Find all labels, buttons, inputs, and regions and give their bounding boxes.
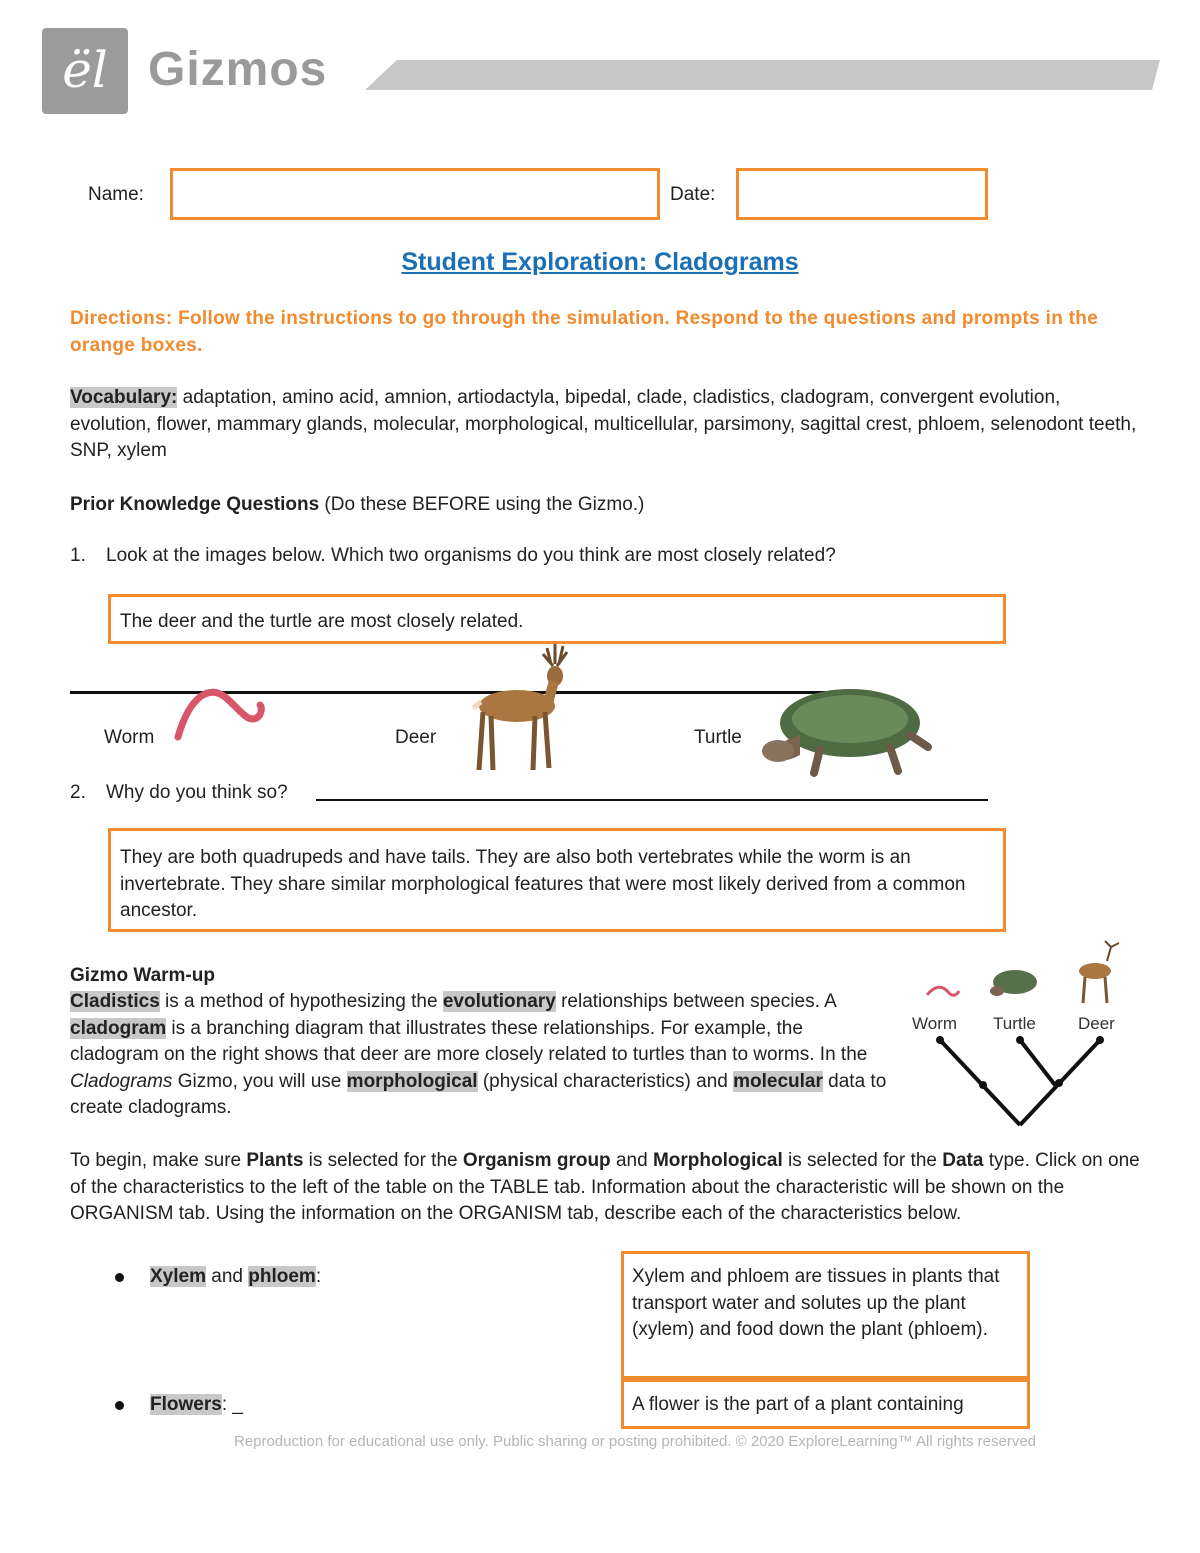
warmup-text-1: is a method of hypothesizing the xyxy=(159,991,443,1012)
organism-label-deer: Deer xyxy=(395,727,437,748)
cladogram-label-deer: Deer xyxy=(1078,1014,1115,1033)
begin-paragraph xyxy=(70,1148,1140,1228)
vocabulary-paragraph xyxy=(70,385,1140,465)
warmup-text-2: relationships between species. A xyxy=(555,991,836,1012)
term-morphological: morphological xyxy=(346,1070,478,1092)
begin-text-5: type. Click on one of the characteristics to the left of the table on the TABLE tab. Information about the characteristic will be shown on the ORGANISM tab. Using the information on the ORGANISM tab, describe each of the characteristics below. xyxy=(70,1150,1140,1224)
prior-heading: Prior Knowledge Questions xyxy=(70,494,320,515)
begin-text-3: and xyxy=(610,1150,653,1171)
organism-label-turtle: Turtle xyxy=(694,727,742,748)
organism-label-worm: Worm xyxy=(104,727,155,748)
warmup-text-3: is a branching diagram that illustrates these relationships. For example, the cladogram on the right shows that deer are more closely related to turtles than to worms. In the xyxy=(70,1017,868,1065)
page-title: Student Exploration: Cladograms xyxy=(401,248,799,276)
prior-knowledge-heading-line xyxy=(70,492,1140,519)
logo-glyph: ël xyxy=(62,41,108,99)
bullet-flowers xyxy=(150,1394,243,1416)
q1-text: Look at the images below. Which two organisms do you think are most closely related? xyxy=(106,545,836,566)
bullet-colon: : xyxy=(315,1266,322,1287)
name-label: Name: xyxy=(88,184,144,205)
date-field[interactable] xyxy=(736,168,988,220)
term-cladistics: Cladistics xyxy=(70,991,160,1012)
warmup-text-6: data to create cladograms. xyxy=(70,1070,887,1118)
begin-text-1: To begin, make sure xyxy=(70,1150,247,1171)
gizmo-name: Cladograms xyxy=(70,1070,173,1092)
term-evolutionary: evolutionary xyxy=(442,991,556,1012)
cladogram-label-turtle: Turtle xyxy=(993,1014,1036,1033)
term-cladogram: cladogram xyxy=(70,1017,167,1039)
directions: Directions: Follow the instructions to go through the simulation. Respond to the questions and prompts in the orange boxes. xyxy=(70,308,1099,356)
answer-flowers-text: A flower is the part of a plant containing xyxy=(632,1394,964,1415)
term-flowers: Flowers xyxy=(150,1394,222,1415)
answer-1-text: The deer and the turtle are most closely related. xyxy=(120,611,524,632)
worm-image xyxy=(170,685,270,745)
deer-image xyxy=(455,640,595,775)
begin-organism-group: Organism group xyxy=(462,1150,611,1171)
brand-name: Gizmos xyxy=(148,43,328,96)
cladogram-label-worm: Worm xyxy=(912,1014,958,1033)
cladogram-diagram xyxy=(905,935,1145,1135)
vocabulary-text: adaptation, amino acid, amnion, artiodactyla, bipedal, clade, cladistics, cladogram, convergent evolution, evolution, flower, mammary glands, molecular, morphological, multicellular, parsimony, sagittal crest, phloem, selenodont teeth, SNP, xylem xyxy=(70,387,1137,461)
begin-morphological: Morphological xyxy=(652,1150,783,1171)
warmup-paragraph xyxy=(70,989,888,1122)
prior-note: (Do these BEFORE using the Gizmo.) xyxy=(319,494,645,515)
answer-2-text: They are both quadrupeds and have tails. They are also both vertebrates while the worm is an invertebrate. They share similar morphological features that were most likely derived from a common ancestor. xyxy=(120,847,966,921)
header-banner xyxy=(365,60,1160,90)
bullet-dot xyxy=(115,1401,124,1410)
begin-text-2: is selected for the xyxy=(303,1150,463,1171)
bullet-dot xyxy=(115,1273,124,1282)
answer-xylem-text: Xylem and phloem are tissues in plants that transport water and solutes up the plant (xylem) and food down the plant (phloem). xyxy=(632,1266,1000,1340)
term-phloem: phloem xyxy=(248,1266,316,1287)
bullet-and: and xyxy=(205,1266,249,1287)
footer-notice: Reproduction for educational use only. Public sharing or posting prohibited. © 2020 ExploreLearning™ All rights reserved xyxy=(233,1433,1037,1450)
date-label: Date: xyxy=(670,184,716,205)
q2-number: 2. xyxy=(70,782,86,803)
bullet-xylem-phloem xyxy=(150,1266,321,1288)
name-field[interactable] xyxy=(170,168,660,220)
vocabulary-label: Vocabulary: xyxy=(70,387,178,408)
q2-answer-line xyxy=(316,799,988,801)
q2-text: Why do you think so? xyxy=(106,782,288,803)
warmup-text-4: Gizmo, you will use xyxy=(172,1070,347,1092)
begin-text-4: is selected for the xyxy=(782,1150,943,1171)
warmup-heading: Gizmo Warm-up xyxy=(70,965,215,986)
begin-plants: Plants xyxy=(246,1150,304,1171)
bullet-suffix: : _ xyxy=(221,1394,243,1415)
turtle-image xyxy=(740,685,940,780)
term-xylem: Xylem xyxy=(150,1266,206,1287)
q1-number: 1. xyxy=(70,545,86,566)
term-molecular: molecular xyxy=(733,1070,823,1092)
warmup-text-5: (physical characteristics) and xyxy=(477,1070,734,1092)
begin-data: Data xyxy=(942,1150,984,1171)
